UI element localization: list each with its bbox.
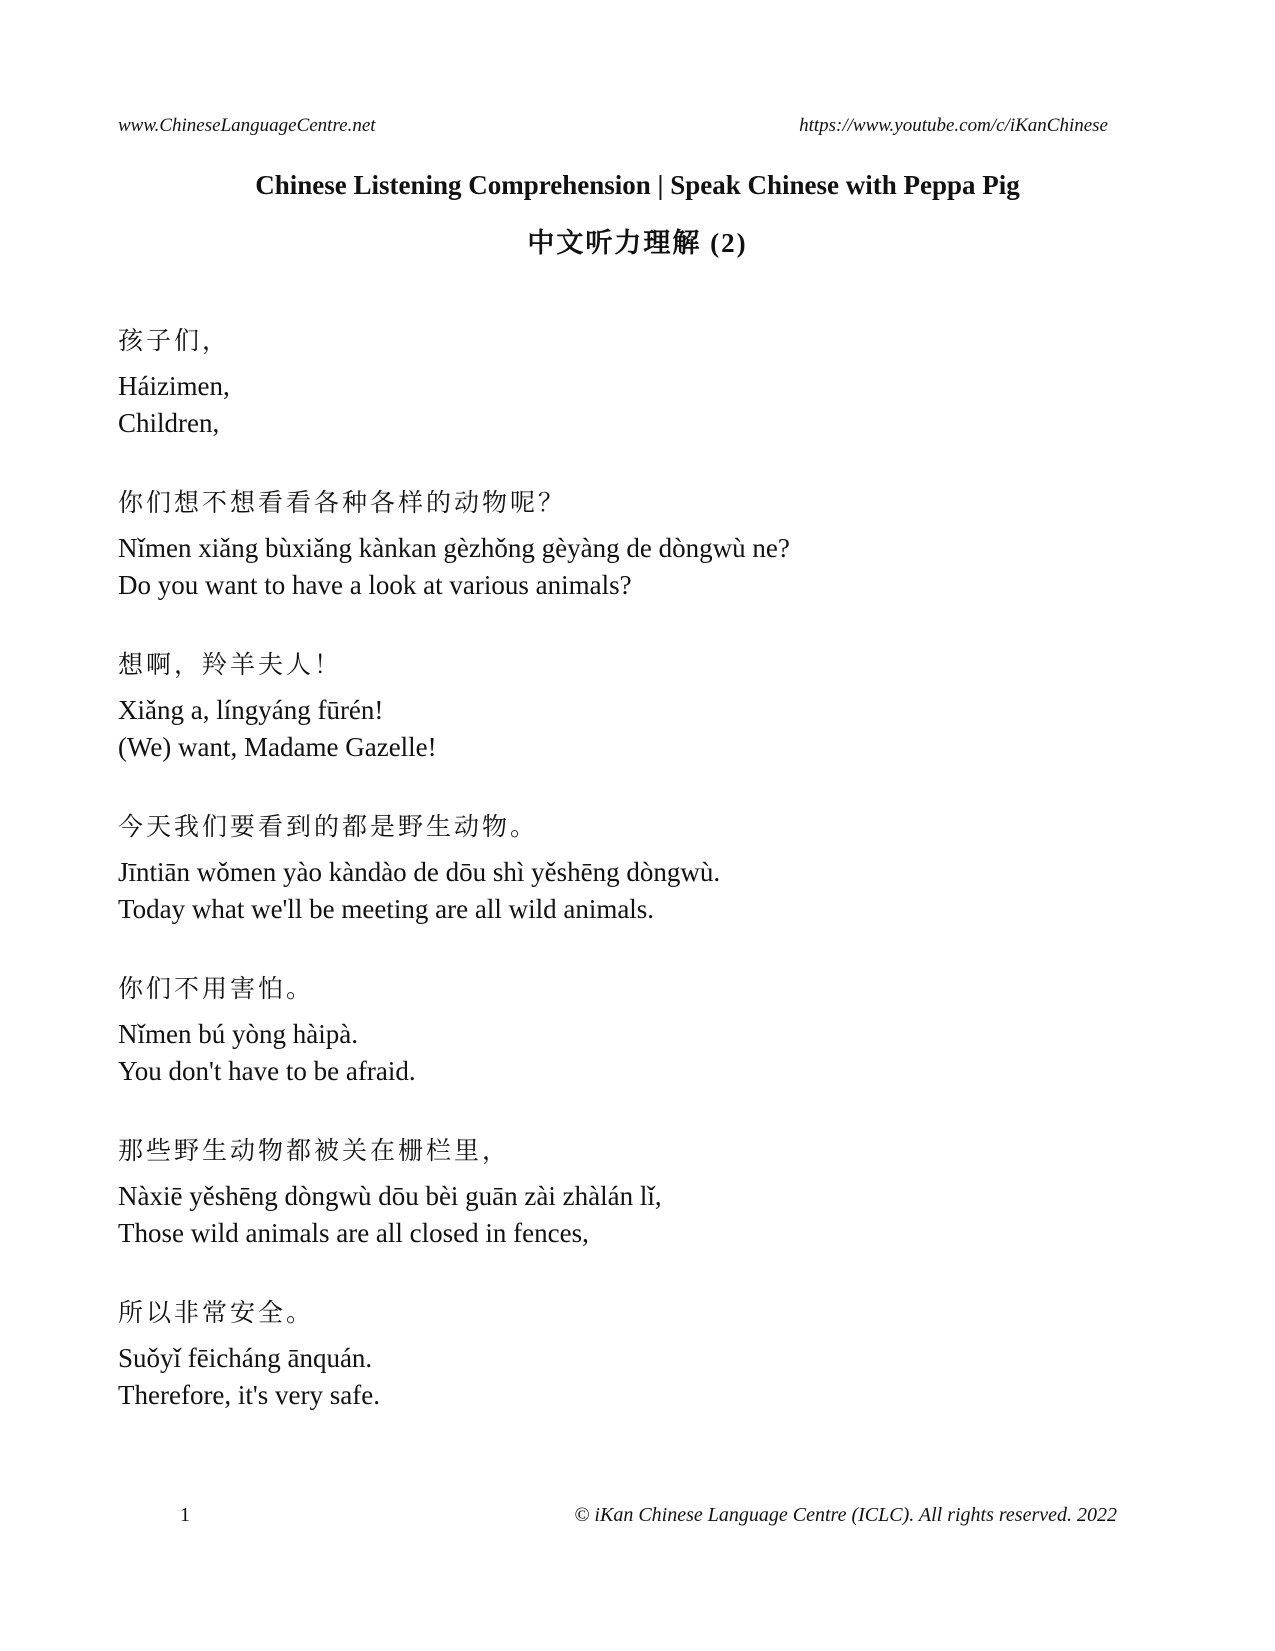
dialogue-entry [118,812,1158,974]
page-number: 1 [180,1504,190,1526]
english-line: Do you want to have a look at various animals? [118,570,632,600]
english-line: Today what we'll be meeting are all wild animals. [118,894,655,924]
pinyin-line: Nǐmen xiǎng bùxiǎng kànkan gèzhǒng gèyàng de dòngwù ne? [118,533,790,563]
english-line: Therefore, it's very safe. [118,1380,380,1410]
dialogue-entry [118,1136,1158,1298]
chinese-line: 你们不用害怕。 [118,976,315,1003]
chinese-line: 那些野生动物都被关在栅栏里， [118,1138,511,1165]
chinese-line: 今天我们要看到的都是野生动物。 [118,814,539,841]
dialogue-list [118,326,1158,1460]
chinese-line: 你们想不想看看各种各样的动物呢？ [118,490,567,517]
dialogue-entry [118,488,1158,650]
english-line: Those wild animals are all closed in fences, [118,1218,589,1248]
pinyin-line: Nàxiē yěshēng dòngwù dōu bèi guān zài zhàlán lǐ, [118,1181,662,1211]
chinese-line: 所以非常安全。 [118,1300,315,1327]
dialogue-entry [118,974,1158,1136]
copyright-notice: © iKan Chinese Language Centre (ICLC). All rights reserved. 2022 [574,1504,1117,1526]
header-youtube-url: https://www.youtube.com/c/iKanChinese [799,115,1108,136]
dialogue-entry [118,326,1158,488]
dialogue-entry [118,650,1158,812]
english-line: (We) want, Madame Gazelle! [118,732,437,762]
document-title-english: Chinese Listening Comprehension | Speak Chinese with Peppa Pig [255,170,1020,200]
document-title-chinese: 中文听力理解 (2) [527,228,748,258]
header-website-url: www.ChineseLanguageCentre.net [118,115,376,136]
dialogue-entry [118,1298,1158,1460]
english-line: You don't have to be afraid. [118,1056,416,1086]
chinese-line: 孩子们， [118,328,231,355]
pinyin-line: Suǒyǐ fēicháng ānquán. [118,1343,373,1373]
chinese-line: 想啊，羚羊夫人！ [118,652,343,679]
pinyin-line: Jīntiān wǒmen yào kàndào de dōu shì yěshēng dòngwù. [118,857,721,887]
english-line: Children, [118,408,220,438]
pinyin-line: Xiǎng a, língyáng fūrén! [118,695,384,725]
pinyin-line: Nǐmen bú yòng hàipà. [118,1019,358,1049]
pinyin-line: Háizimen, [118,371,230,401]
